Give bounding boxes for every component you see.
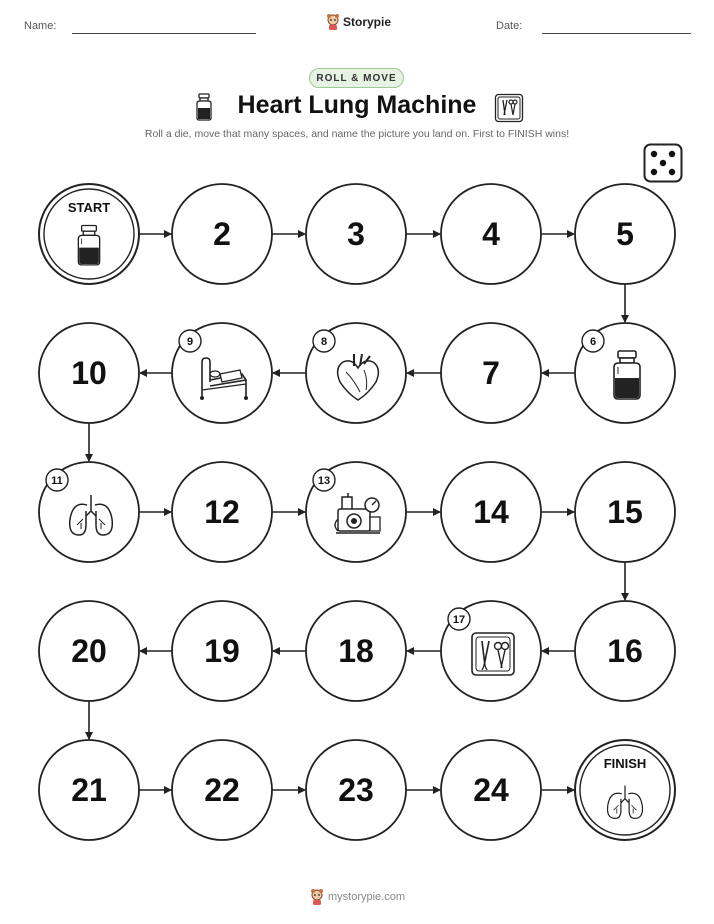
space-number-badge: 17 [452,614,466,626]
instructions: Roll a die, move that many spaces, and name the picture you land on. First to FINISH wins! [144,128,570,140]
board-space [441,184,541,284]
game-type-badge: ROLL & MOVE [309,68,404,88]
footer [310,889,405,905]
board-space [172,740,272,840]
space-number: 18 [338,633,374,669]
start-label: START [67,200,111,215]
date-label: Date: [496,20,523,32]
name-label: Name: [24,20,57,32]
vial-icon [78,226,99,265]
space-number: 5 [616,216,634,252]
board-space [306,462,406,562]
board-space [441,601,541,701]
board-space [306,740,406,840]
board-space [441,462,541,562]
space-number-badge: 6 [589,336,597,348]
space-number: 3 [347,216,365,252]
space-number: 23 [338,772,374,808]
board-space [39,462,139,562]
board-space [39,601,139,701]
board-space [172,601,272,701]
space-number: 7 [482,355,500,391]
space-number-badge: 13 [317,475,331,487]
surgical-tools-icon [472,633,514,675]
space-number-badge: 8 [320,336,328,348]
space-number: 16 [607,633,643,669]
space-number: 20 [71,633,107,669]
board-space [172,323,272,423]
start-space [39,184,139,284]
board-space [39,323,139,423]
mascot-icon [310,889,324,905]
space-number: 22 [204,772,240,808]
space-number: 14 [473,494,509,530]
space-number-badge: 11 [51,475,63,487]
space-number: 15 [607,494,643,530]
board-space [306,184,406,284]
space-number-badge: 9 [186,336,194,348]
board-space [575,184,675,284]
brand-name: Storypie [343,15,392,29]
finish-label: FINISH [603,756,647,771]
footer-url[interactable]: mystorypie.com [328,891,406,903]
board-space [172,184,272,284]
board-space [39,740,139,840]
space-number: 2 [213,216,231,252]
space-number: 21 [71,772,107,808]
page-title: Heart Lung Machine [237,91,477,119]
space-number: 4 [482,216,500,252]
board-space [306,601,406,701]
space-number: 12 [204,494,240,530]
board-space [575,462,675,562]
board-space [441,323,541,423]
board-space [306,323,406,423]
board-space [575,323,675,423]
board-space [441,740,541,840]
board-space [575,601,675,701]
space-number: 10 [71,355,107,391]
vial-icon [614,351,640,399]
space-number: 19 [204,633,240,669]
board-space [172,462,272,562]
finish-space [575,740,675,840]
space-number: 24 [473,772,509,808]
